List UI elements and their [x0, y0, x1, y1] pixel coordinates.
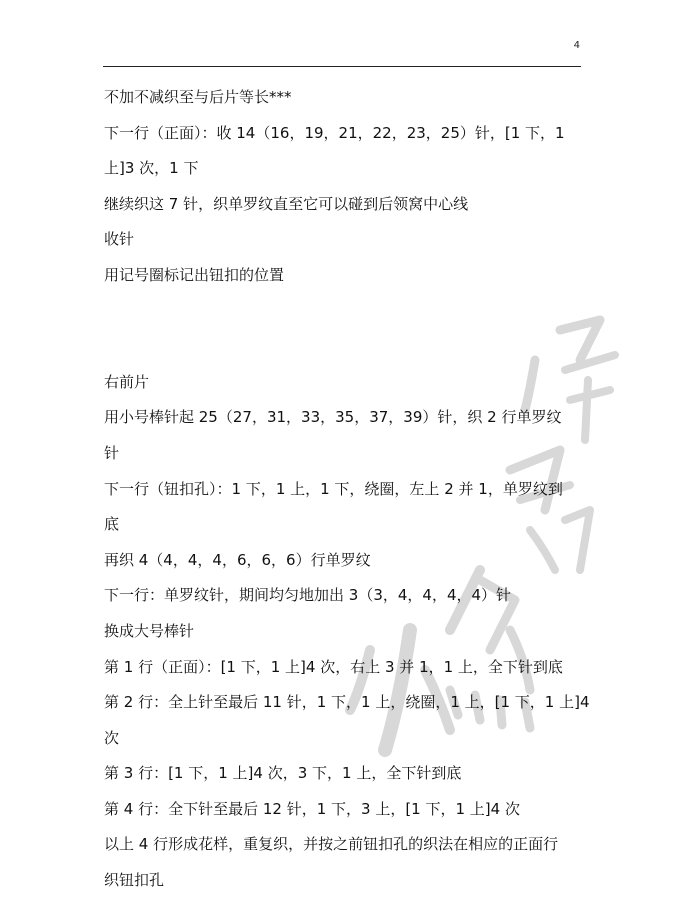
- text-line: 用小号棒针起 25（27，31，33，35，37，39）针，织 2 行单罗纹: [104, 408, 562, 427]
- text-line: 针: [104, 443, 120, 462]
- header-rule: [103, 66, 581, 67]
- text-line: 次: [104, 728, 120, 747]
- text-line: 第 2 行：全上针至最后 11 针，1 下，1 上，绕圈，1 上，[1 下，1 上]4: [104, 693, 590, 712]
- section-heading: 右前片: [104, 372, 150, 391]
- text-line: 下一行（钮扣孔）：1 下，1 上，1 下，绕圈，左上 2 并 1，单罗纹到: [104, 479, 563, 498]
- document-body: [104, 80, 590, 899]
- page-number: 4: [573, 40, 580, 51]
- text-line: 上]3 次，1 下: [104, 159, 199, 178]
- text-line: 用记号圈标记出钮扣的位置: [104, 265, 285, 284]
- text-line: 底: [104, 515, 120, 534]
- text-line: 收针: [104, 230, 135, 249]
- blank-line: [104, 294, 582, 330]
- text-line: 下一行（正面）：收 14（16，19，21，22，23，25）针，[1 下，1: [104, 123, 565, 142]
- text-line: 再织 4（4，4，4，6，6，6）行单罗纹: [104, 550, 371, 569]
- text-line: 第 1 行（正面）：[1 下，1 上]4 次，右上 3 并 1，1 上，全下针到底: [104, 657, 563, 676]
- text-line: 第 4 行：全下针至最后 12 针，1 下，3 上，[1 下，1 上]4 次: [104, 799, 520, 818]
- text-line: 以上 4 行形成花样，重复织，并按之前钮扣孔的织法在相应的正面行: [104, 835, 559, 854]
- text-line: 织钮扣孔: [104, 871, 165, 890]
- text-line: 不加不减织至与后片等长***: [104, 88, 292, 106]
- text-line: 第 3 行：[1 下，1 上]4 次，3 下，1 上，全下针到底: [104, 764, 462, 783]
- text-line: 换成大号棒针: [104, 621, 195, 640]
- text-line: 继续织这 7 针，织单罗纹直至它可以碰到后领窝中心线: [104, 194, 469, 213]
- blank-line: [104, 329, 582, 365]
- text-line: 下一行：单罗纹针，期间均匀地加出 3（3，4，4，4，4）针: [104, 586, 512, 605]
